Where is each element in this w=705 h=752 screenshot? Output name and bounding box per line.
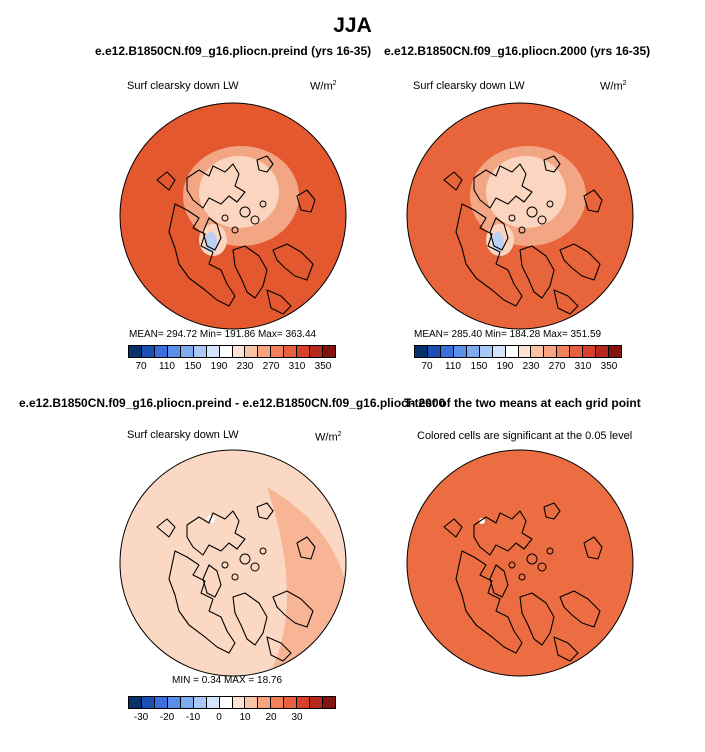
colorbar-swatch [415, 346, 428, 357]
colorbar-swatch [284, 346, 297, 357]
colorbar-swatch [493, 346, 506, 357]
panel-2-stats: MEAN= 285.40 Min= 184.28 Max= 351.59 [414, 329, 602, 340]
panel-1-colorbar [128, 345, 336, 358]
panel-1-map [117, 100, 349, 332]
colorbar-swatch [583, 346, 596, 357]
panel-3-colorbar-labels [128, 712, 336, 724]
colorbar-swatch [258, 346, 271, 357]
colorbar-tick-label: 150 [184, 361, 202, 372]
colorbar-swatch [129, 697, 142, 708]
panel-2-field: Surf clearsky down LW [413, 80, 525, 92]
panel-2-title: e.e12.B1850CN.f09_g16.pliocn.2000 (yrs 16-35) [384, 44, 651, 58]
colorbar-tick-label: 110 [159, 361, 175, 372]
colorbar-tick-label: 270 [262, 361, 280, 372]
map-arctic-core [199, 156, 279, 228]
colorbar-tick-label: 110 [445, 361, 461, 372]
colorbar-swatch [557, 346, 570, 357]
colorbar-swatch [129, 346, 142, 357]
panel-4-field: Colored cells are significant at the 0.05 level [417, 430, 633, 442]
colorbar-swatch [271, 346, 284, 357]
colorbar-swatch [142, 346, 155, 357]
colorbar-swatch [220, 346, 233, 357]
panel-1-units: $W/m^2$ [310, 80, 337, 93]
panel-1-stats: MEAN= 294.72 Min= 191.86 Max= 363.44 [129, 329, 317, 340]
colorbar-swatch [441, 346, 454, 357]
panel-2-map [404, 100, 636, 332]
colorbar-swatch [181, 697, 194, 708]
figure-title: JJA [333, 14, 372, 37]
map-base-fill [407, 450, 633, 676]
colorbar-swatch [297, 697, 310, 708]
colorbar-swatch [323, 697, 335, 708]
colorbar-swatch [233, 697, 246, 708]
colorbar-tick-label: 230 [236, 361, 254, 372]
colorbar-swatch [155, 697, 168, 708]
panel-3-title: e.e12.B1850CN.f09_g16.pliocn.preind - e.e12.B1850CN.f09_g16.pliocn.2000 [19, 396, 446, 410]
colorbar-swatch [310, 697, 323, 708]
panel-2-colorbar [414, 345, 622, 358]
panel-4-title: T-test of the two means at each grid point [404, 396, 641, 410]
colorbar-tick-label: 70 [135, 361, 147, 372]
panel-3-units: $W/m^2$ [315, 431, 342, 444]
panel-4-map [404, 447, 636, 679]
colorbar-tick-label: -20 [159, 712, 175, 723]
colorbar-tick-label: -30 [133, 712, 149, 723]
colorbar-swatch [245, 346, 258, 357]
colorbar-tick-label: -10 [185, 712, 201, 723]
panel-1-field: Surf clearsky down LW [127, 80, 239, 92]
colorbar-swatch [284, 697, 297, 708]
colorbar-tick-label: 350 [600, 361, 618, 372]
colorbar-swatch [207, 697, 220, 708]
colorbar-tick-label: 10 [239, 712, 251, 723]
colorbar-swatch [155, 346, 168, 357]
colorbar-swatch [531, 346, 544, 357]
panel-1-colorbar-labels [128, 361, 336, 373]
panel-3-colorbar [128, 696, 336, 709]
colorbar-swatch [194, 346, 207, 357]
colorbar-tick-label: 190 [210, 361, 228, 372]
colorbar-tick-label: 150 [470, 361, 488, 372]
colorbar-tick-label: 230 [522, 361, 540, 372]
colorbar-swatch [168, 346, 181, 357]
colorbar-tick-label: 20 [265, 712, 277, 723]
colorbar-tick-label: 30 [291, 712, 303, 723]
panel-3-stats: MIN = 0.34 MAX = 18.76 [172, 675, 283, 686]
colorbar-swatch [258, 697, 271, 708]
map-arctic-core [486, 156, 566, 228]
colorbar-swatch [544, 346, 557, 357]
colorbar-swatch [570, 346, 583, 357]
colorbar-tick-label: 310 [288, 361, 306, 372]
colorbar-swatch [181, 346, 194, 357]
colorbar-tick-label: 350 [314, 361, 332, 372]
colorbar-swatch [245, 697, 258, 708]
colorbar-swatch [323, 346, 335, 357]
panel-1-title: e.e12.B1850CN.f09_g16.pliocn.preind (yrs 16-35) [95, 44, 372, 58]
colorbar-swatch [142, 697, 155, 708]
colorbar-tick-label: 190 [496, 361, 514, 372]
panel-2-colorbar-labels [414, 361, 622, 373]
colorbar-swatch [454, 346, 467, 357]
colorbar-swatch [194, 697, 207, 708]
colorbar-swatch [271, 697, 284, 708]
colorbar-swatch [428, 346, 441, 357]
colorbar-swatch [207, 346, 220, 357]
colorbar-swatch [519, 346, 532, 357]
colorbar-swatch [220, 697, 233, 708]
colorbar-swatch [233, 346, 246, 357]
colorbar-tick-label: 310 [574, 361, 592, 372]
colorbar-swatch [310, 346, 323, 357]
colorbar-swatch [297, 346, 310, 357]
panel-2-units: $W/m^2$ [600, 80, 627, 93]
colorbar-swatch [467, 346, 480, 357]
panel-3-field: Surf clearsky down LW [127, 429, 239, 441]
colorbar-swatch [596, 346, 609, 357]
colorbar-tick-label: 70 [421, 361, 433, 372]
colorbar-swatch [480, 346, 493, 357]
panel-3-map [117, 447, 349, 679]
colorbar-swatch [506, 346, 519, 357]
colorbar-tick-label: 270 [548, 361, 566, 372]
colorbar-swatch [609, 346, 621, 357]
colorbar-swatch [168, 697, 181, 708]
colorbar-tick-label: 0 [216, 712, 222, 723]
